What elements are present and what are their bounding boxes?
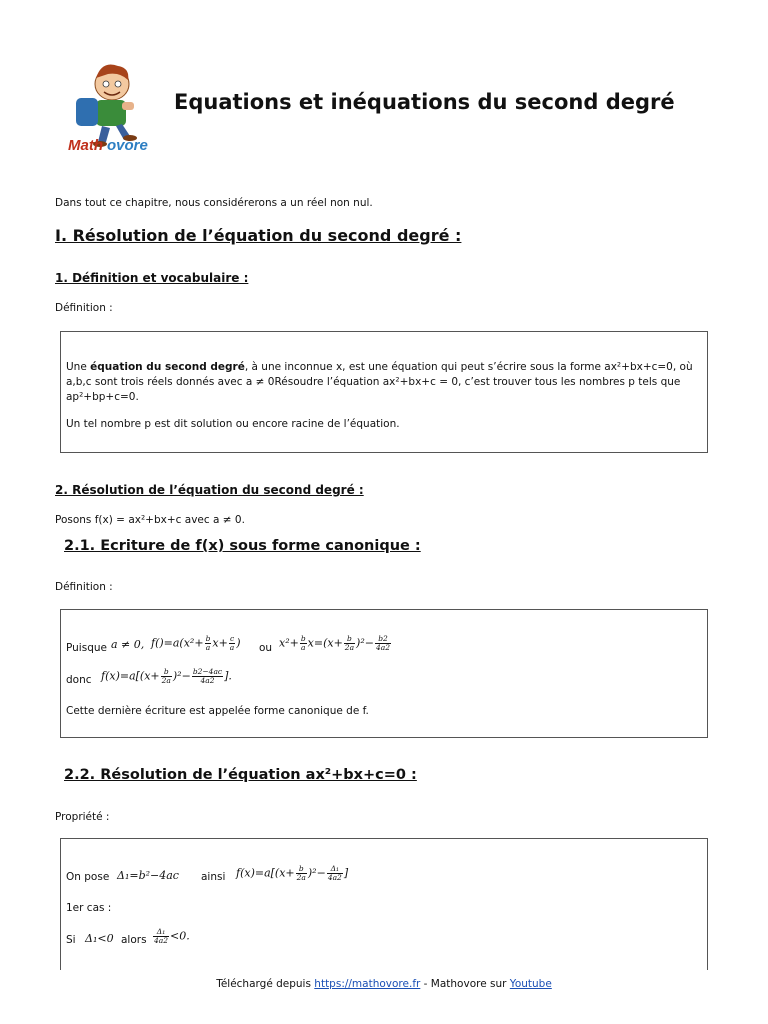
- subsection-title-canonique: 2.1. Ecriture de f(x) sous forme canonique :: [64, 538, 421, 554]
- case-1-label: 1er cas :: [66, 902, 112, 914]
- si-label: Si: [66, 934, 76, 946]
- propriete-box: [60, 838, 708, 970]
- formula-delta-negative: Δ₁<0: [85, 932, 114, 945]
- posons-text: Posons f(x) = ax²+bx+c avec a ≠ 0.: [55, 514, 245, 526]
- svg-text:ovore: ovore: [107, 137, 148, 154]
- definition-label: Définition :: [55, 302, 113, 314]
- footer: [0, 978, 768, 990]
- formula-f-delta: f(x)=a[(x+ $\frac{b}{2a}$ )²− $\frac{\text{Δ₁}}{4a2}$ ]: [236, 864, 349, 882]
- puisque-label: Puisque: [66, 642, 107, 654]
- canonique-box: [60, 609, 708, 738]
- formula-canonique: f(x)=a[(x+ $\frac{b}{2a}$ )²− $\frac{b2-4ac}{4a2}$ ].: [101, 667, 232, 685]
- definition-line-3: ap²+bp+c=0.: [66, 391, 139, 403]
- definition-line-2: a,b,c sont trois réels donnés avec a ≠ 0Résoudre l’équation ax²+bx+c = 0, c’est trouver tous les nombres p tels que: [66, 376, 681, 388]
- formula-f-factor: f()=a(x²+ $\frac{b}{a}$ x+ $\frac{c}{a}$ ): [151, 634, 241, 652]
- subsection-title-equation: 2.2. Résolution de l’équation ax²+bx+c=0 :: [64, 767, 417, 783]
- youtube-link[interactable]: Youtube: [509, 978, 552, 990]
- formula-a-nonzero: a ≠ 0,: [111, 638, 145, 651]
- footer-middle: - Mathovore sur: [420, 978, 510, 990]
- definition-label-2: Définition :: [55, 581, 113, 593]
- ainsi-label: ainsi: [201, 871, 226, 883]
- footer-prefix: Téléchargé depuis: [216, 978, 315, 990]
- intro-text: Dans tout ce chapitre, nous considérerons a un réel non nul.: [55, 197, 373, 209]
- formula-delta-ratio: $\frac{\text{Δ₁}}{4a2}$ <0.: [154, 927, 190, 945]
- definition-line-4: Un tel nombre p est dit solution ou encore racine de l’équation.: [66, 418, 400, 430]
- svg-text:Math: Math: [68, 137, 103, 154]
- alors-label: alors: [121, 934, 147, 946]
- subsection-title-definition: 1. Définition et vocabulaire :: [55, 271, 249, 285]
- propriete-label: Propriété :: [55, 811, 110, 823]
- formula-delta: Δ₁=b²−4ac: [117, 869, 179, 882]
- keyword-equation: équation du second degré: [90, 361, 245, 373]
- definition-line-1: Une équation du second degré, à une inconnue x, est une équation qui peut s’écrire sous la forme ax²+bx+c=0, où: [66, 361, 693, 373]
- subsection-title-resolution: 2. Résolution de l’équation du second degré :: [55, 483, 364, 497]
- on-pose-label: On pose: [66, 871, 110, 883]
- section-title: I. Résolution de l’équation du second degré :: [55, 226, 462, 245]
- definition-box: [60, 331, 708, 453]
- formula-completion: x²+ $\frac{b}{a}$ x=(x+ $\frac{b}{2a}$ )²− $\frac{b2}{4a2}$: [279, 634, 390, 652]
- ou-label: ou: [259, 642, 273, 654]
- mathovore-link[interactable]: https://mathovore.fr: [314, 978, 421, 990]
- donc-label: donc: [66, 674, 92, 686]
- page-title: Equations et inéquations du second degré: [174, 90, 675, 114]
- mathovore-logo: [58, 58, 162, 158]
- canonique-note: Cette dernière écriture est appelée forme canonique de f.: [66, 705, 369, 717]
